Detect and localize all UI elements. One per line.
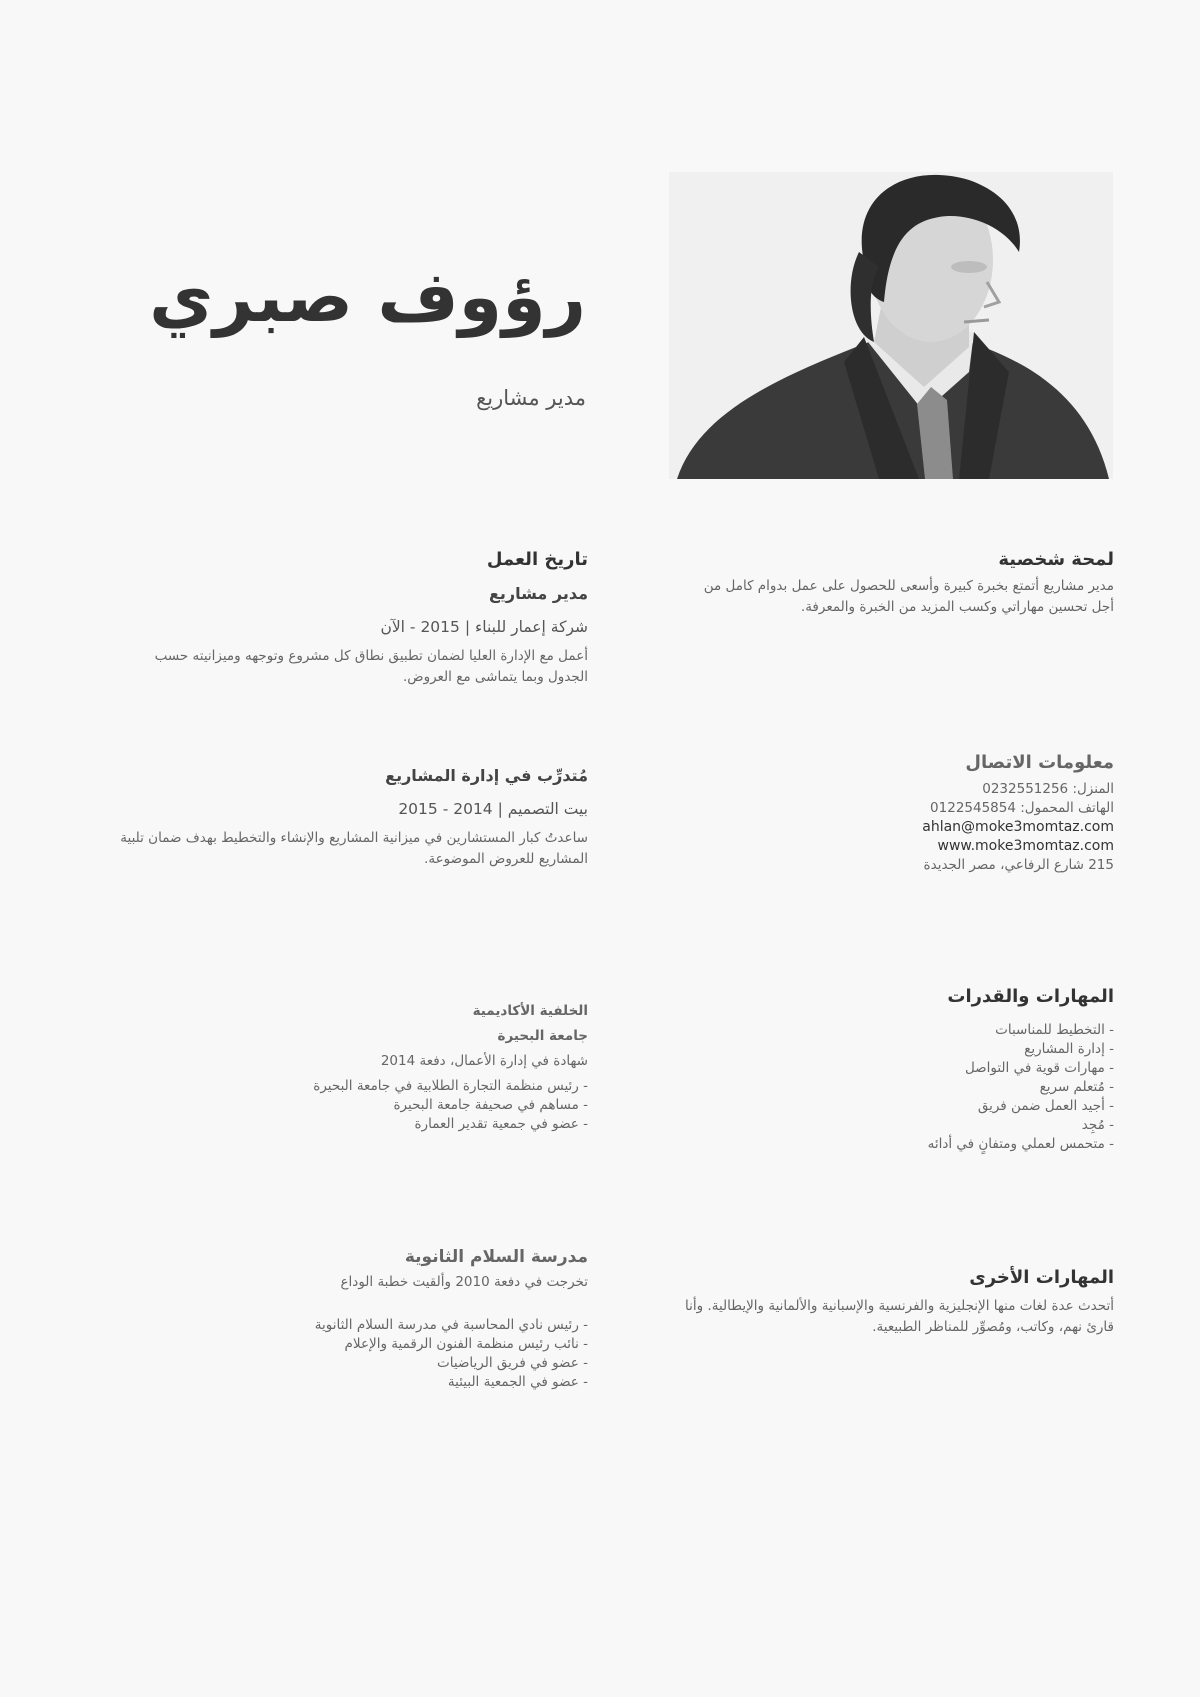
- job-role: مدير مشاريع: [476, 386, 586, 410]
- skill-item: - مُتعلم سريع: [1039, 1079, 1114, 1095]
- profile-section: [694, 546, 1114, 618]
- school-degree: تخرجت في دفعة 2010 وألقيت خطبة الوداع: [340, 1274, 588, 1290]
- contact-address: 215 شارع الرفاعي، مصر الجديدة: [923, 857, 1114, 873]
- skill-item: - متحمس لعملي ومتفانٍ في أدائه: [927, 1136, 1114, 1152]
- contact-email[interactable]: ahlan@moke3momtaz.com: [922, 819, 1114, 835]
- profile-title: لمحة شخصية: [998, 549, 1114, 570]
- skill-item: - مُجِد: [1081, 1117, 1114, 1133]
- other-skills-section: [674, 1264, 1114, 1338]
- profile-text: مدير مشاريع أتمتع بخبرة كبيرة وأسعى للحصول على عمل بدوام كامل من أجل تحسين مهاراتي وكسب المزيد من الخبرة والمعرفة.: [703, 578, 1114, 615]
- contact-mobile-phone: الهاتف المحمول: 0122545854: [930, 800, 1114, 816]
- education-item: - رئيس منظمة التجارة الطلابية في جامعة البحيرة: [313, 1078, 588, 1094]
- school-section: [118, 1248, 588, 1392]
- job-description: أعمل مع الإدارة العليا لضمان تطبيق نطاق كل مشروع وتوجهه وميزانيته حسب الجدول وبما يتماشى مع العروض.: [154, 648, 588, 685]
- school-name: مدرسة السلام الثانوية: [404, 1247, 588, 1267]
- school-item: - عضو في فريق الرياضيات: [437, 1355, 588, 1371]
- other-skills-text: أتحدث عدة لغات منها الإنجليزية والفرنسية والإسبانية والألمانية والإيطالية. وأنا قارئ نهم، وكاتب، ومُصوِّر للمناظر الطبيعية.: [684, 1298, 1114, 1335]
- school-item: - رئيس نادي المحاسبة في مدرسة السلام الثانوية: [314, 1317, 588, 1333]
- skills-title: المهارات والقدرات: [947, 986, 1114, 1007]
- skill-item: - أجيد العمل ضمن فريق: [977, 1098, 1114, 1114]
- job-description: ساعدتُ كبار المستشارين في ميزانية المشاريع والإنشاء والتخطيط بهدف ضمان تلبية المشاريع للعروض الموضوعة.: [120, 830, 588, 867]
- contact-website[interactable]: www.moke3momtaz.com: [937, 838, 1114, 854]
- school-item: - نائب رئيس منظمة الفنون الرقمية والإعلام: [344, 1336, 588, 1352]
- university-name: جامعة البحيرة: [497, 1028, 588, 1044]
- full-name: رؤوف صبري: [149, 256, 586, 338]
- job-position: مُتدرِّب في إدارة المشاريع: [385, 766, 588, 785]
- work-item: [118, 762, 588, 870]
- education-item: - مساهم في صحيفة جامعة البحيرة: [393, 1097, 588, 1113]
- contact-home-phone: المنزل: 0232551256: [982, 781, 1114, 797]
- education-section: [118, 1002, 588, 1134]
- school-item: - عضو في الجمعية البيئية: [447, 1374, 588, 1390]
- university-degree: شهادة في إدارة الأعمال، دفعة 2014: [380, 1053, 588, 1069]
- skill-item: - التخطيط للمناسبات: [995, 1022, 1114, 1038]
- other-skills-title: المهارات الأخرى: [969, 1267, 1114, 1288]
- skill-item: - مهارات قوية في التواصل: [964, 1060, 1114, 1076]
- education-title: الخلفية الأكاديمية: [472, 1003, 588, 1019]
- work-title: تاريخ العمل: [486, 549, 588, 570]
- contact-title: معلومات الاتصال: [965, 752, 1114, 773]
- profile-photo: [669, 172, 1113, 479]
- skills-section: [694, 983, 1114, 1154]
- skill-item: - إدارة المشاريع: [1024, 1041, 1114, 1057]
- job-meta: شركة إعمار للبناء | 2015 - الآن: [380, 618, 588, 636]
- education-item: - عضو في جمعية تقدير العمارة: [414, 1116, 588, 1132]
- job-position: مدير مشاريع: [488, 584, 588, 603]
- job-meta: بيت التصميم | 2014 - 2015: [398, 800, 588, 818]
- work-section: [118, 546, 588, 688]
- contact-section: [694, 748, 1114, 875]
